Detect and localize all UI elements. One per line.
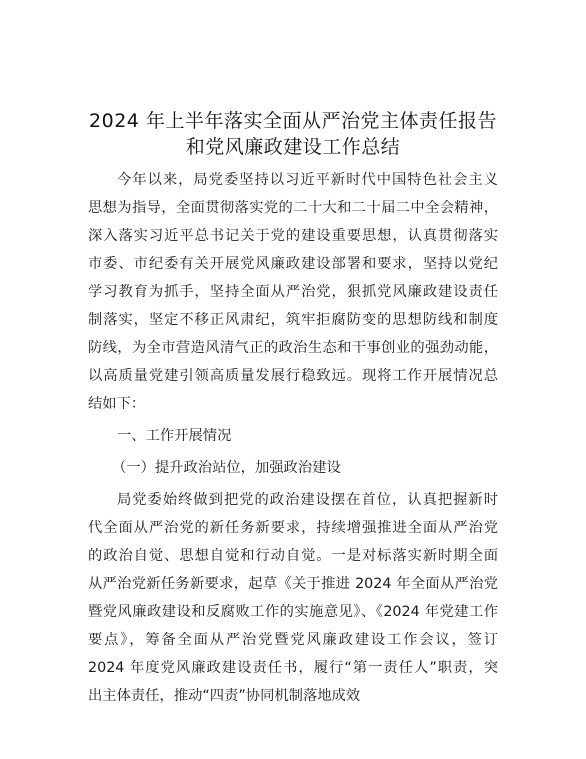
body-line: 代全面从严治党的新任务新要求，持续增强推进全面从严治党	[88, 520, 498, 536]
intro-line: 制落实，坚定不移正风肃纪，筑牢拒腐防变的思想防线和制度	[88, 312, 498, 328]
document-title-line-1: 2024 年上半年落实全面从严治党主体责任报告	[89, 110, 497, 132]
body-line: 暨党风廉政建设和反腐败工作的实施意见》、《2024 年党建工作	[88, 604, 498, 620]
intro-line: 结如下：	[88, 396, 146, 412]
intro-line: 思想为指导，全面贯彻落实党的二十大和二十届二中全会精神，	[88, 200, 498, 216]
intro-line: 学习教育为抓手，坚持全面从严治党，狠抓党风廉政建设责任	[88, 284, 498, 300]
body-line: 从严治党新任务新要求，起草《关于推进 2024 年全面从严治党	[88, 576, 498, 592]
body-line: 局党委始终做到把党的政治建设摆在首位，认真把握新时	[117, 492, 498, 508]
intro-line: 深入落实习近平总书记关于党的建设重要思想，认真贯彻落实	[88, 228, 498, 244]
intro-line: 以高质量党建引领高质量发展行稳致远。现将工作开展情况总	[88, 368, 498, 384]
body-line: 要点》，筹备全面从严治党暨党风廉政建设工作会议，签订	[88, 632, 498, 648]
body-line: 2024 年度党风廉政建设责任书，履行“第一责任人”职责，突	[88, 660, 498, 676]
body-line: 出主体责任，推动“四责”协同机制落地成效	[88, 688, 361, 704]
document-title-line-2: 和党风廉政建设工作总结	[185, 136, 401, 158]
intro-line: 防线，为全市营造风清气正的政治生态和干事创业的强劲动能，	[88, 340, 498, 356]
section-heading: 一、工作开展情况	[117, 428, 232, 444]
body-line: 的政治自觉、思想自觉和行动自觉。一是对标落实新时期全面	[88, 548, 498, 564]
subsection-heading: （一）提升政治站位，加强政治建设	[112, 460, 341, 476]
intro-line: 市委、市纪委有关开展党风廉政建设部署和要求，坚持以党纪	[88, 256, 498, 272]
intro-line: 今年以来，局党委坚持以习近平新时代中国特色社会主义	[117, 172, 498, 188]
